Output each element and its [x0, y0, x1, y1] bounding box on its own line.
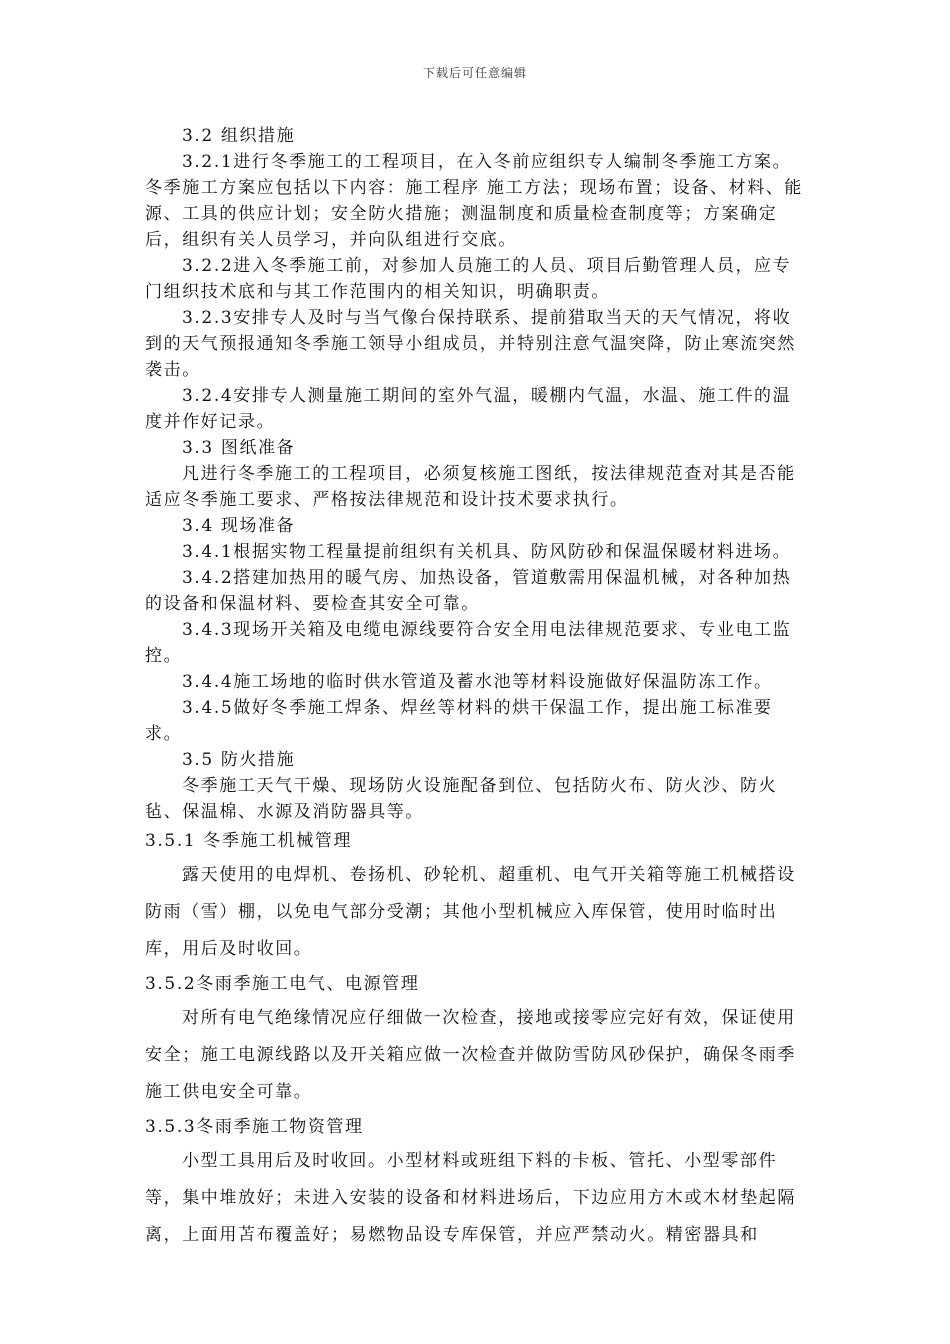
- section-heading-3-2: 3.2 组织措施: [182, 126, 296, 146]
- section-heading-3-5: 3.5 防火措施: [182, 750, 296, 770]
- paragraph-3-2-4: 3.2.4安排专人测量施工期间的室外气温，暖棚内气温，水温、施工件的温度并作好记录。: [145, 386, 792, 432]
- paragraph-3-5-1: 露天使用的电焊机、卷扬机、砂轮机、超重机、电气开关箱等施工机械搭设防雨（雪）棚，以免电气部分受潮；其他小型机械应入库保管，使用时临时出库，用后及时收回。: [145, 865, 796, 959]
- section-heading-3-4: 3.4 现场准备: [182, 516, 296, 536]
- paragraph-3-4-3: 3.4.3现场开关箱及电缆电源线要符合安全用电法律规范要求、专业电工监控。: [145, 620, 792, 666]
- paragraph-3-4-4: 3.4.4施工场地的临时供水管道及蓄水池等材料设施做好保温防冻工作。: [182, 672, 773, 692]
- paragraph-3-2-1: 3.2.1进行冬季施工的工程项目，在入冬前应组织专人编制冬季施工方案。冬季施工方案应包括以下内容：施工程序 施工方法；现场布置；设备、材料、能源、工具的供应计划；安全防火措施；测温制度和质量检查制度等；方案确定后，组织有关人员学习，并向队组进行交底。: [145, 152, 804, 250]
- document-body: [145, 123, 809, 1254]
- section-heading-3-5-1: 3.5.1 冬季施工机械管理: [145, 831, 353, 851]
- page-header-note: 下载后可任意编辑: [422, 66, 527, 80]
- paragraph-3-5: 冬季施工天气干燥、现场防火设施配备到位、包括防火布、防火沙、防火毡、保温棉、水源及消防器具等。: [145, 776, 778, 822]
- paragraph-3-5-3: 小型工具用后及时收回。小型材料或班组下料的卡板、管托、小型零部件等，集中堆放好；未进入安装的设备和材料进场后，下边应用方木或木材垫起隔离，上面用苫布覆盖好；易燃物品设专库保管，并应严禁动火。精密器具和: [145, 1151, 796, 1245]
- section-heading-3-5-2: 3.5.2冬雨季施工电气、电源管理: [145, 974, 420, 994]
- paragraph-3-4-2: 3.4.2搭建加热用的暖气房、加热设备，管道敷需用保温机械，对各种加热的设备和保温材料、要检查其安全可靠。: [145, 568, 792, 614]
- section-heading-3-5-3: 3.5.3冬雨季施工物资管理: [145, 1117, 364, 1137]
- paragraph-3-4-5: 3.4.5做好冬季施工焊条、焊丝等材料的烘干保温工作，提出施工标准要求。: [145, 698, 773, 744]
- paragraph-3-2-2: 3.2.2进入冬季施工前，对参加人员施工的人员、项目后勤管理人员，应专门组织技术底和与其工作范围内的相关知识，明确职责。: [145, 256, 792, 302]
- paragraph-3-3: 凡进行冬季施工的工程项目，必须复核施工图纸，按法律规范查对其是否能适应冬季施工要求、严格按法律规范和设计技术要求执行。: [145, 464, 796, 510]
- paragraph-3-2-3: 3.2.3安排专人及时与当气像台保持联系、提前猎取当天的天气情况，将收到的天气预报通知冬季施工领导小组成员，并特别注意气温突降，防止寒流突然袭击。: [145, 308, 796, 380]
- paragraph-3-4-1: 3.4.1根据实物工程量提前组织有关机具、防风防砂和保温保暖材料进场。: [182, 542, 792, 562]
- paragraph-3-5-2: 对所有电气绝缘情况应仔细做一次检查，接地或接零应完好有效，保证使用安全；施工电源线路以及开关箱应做一次检查并做防雪防风砂保护，确保冬雨季施工供电安全可靠。: [145, 1008, 796, 1102]
- section-heading-3-3: 3.3 图纸准备: [182, 438, 296, 458]
